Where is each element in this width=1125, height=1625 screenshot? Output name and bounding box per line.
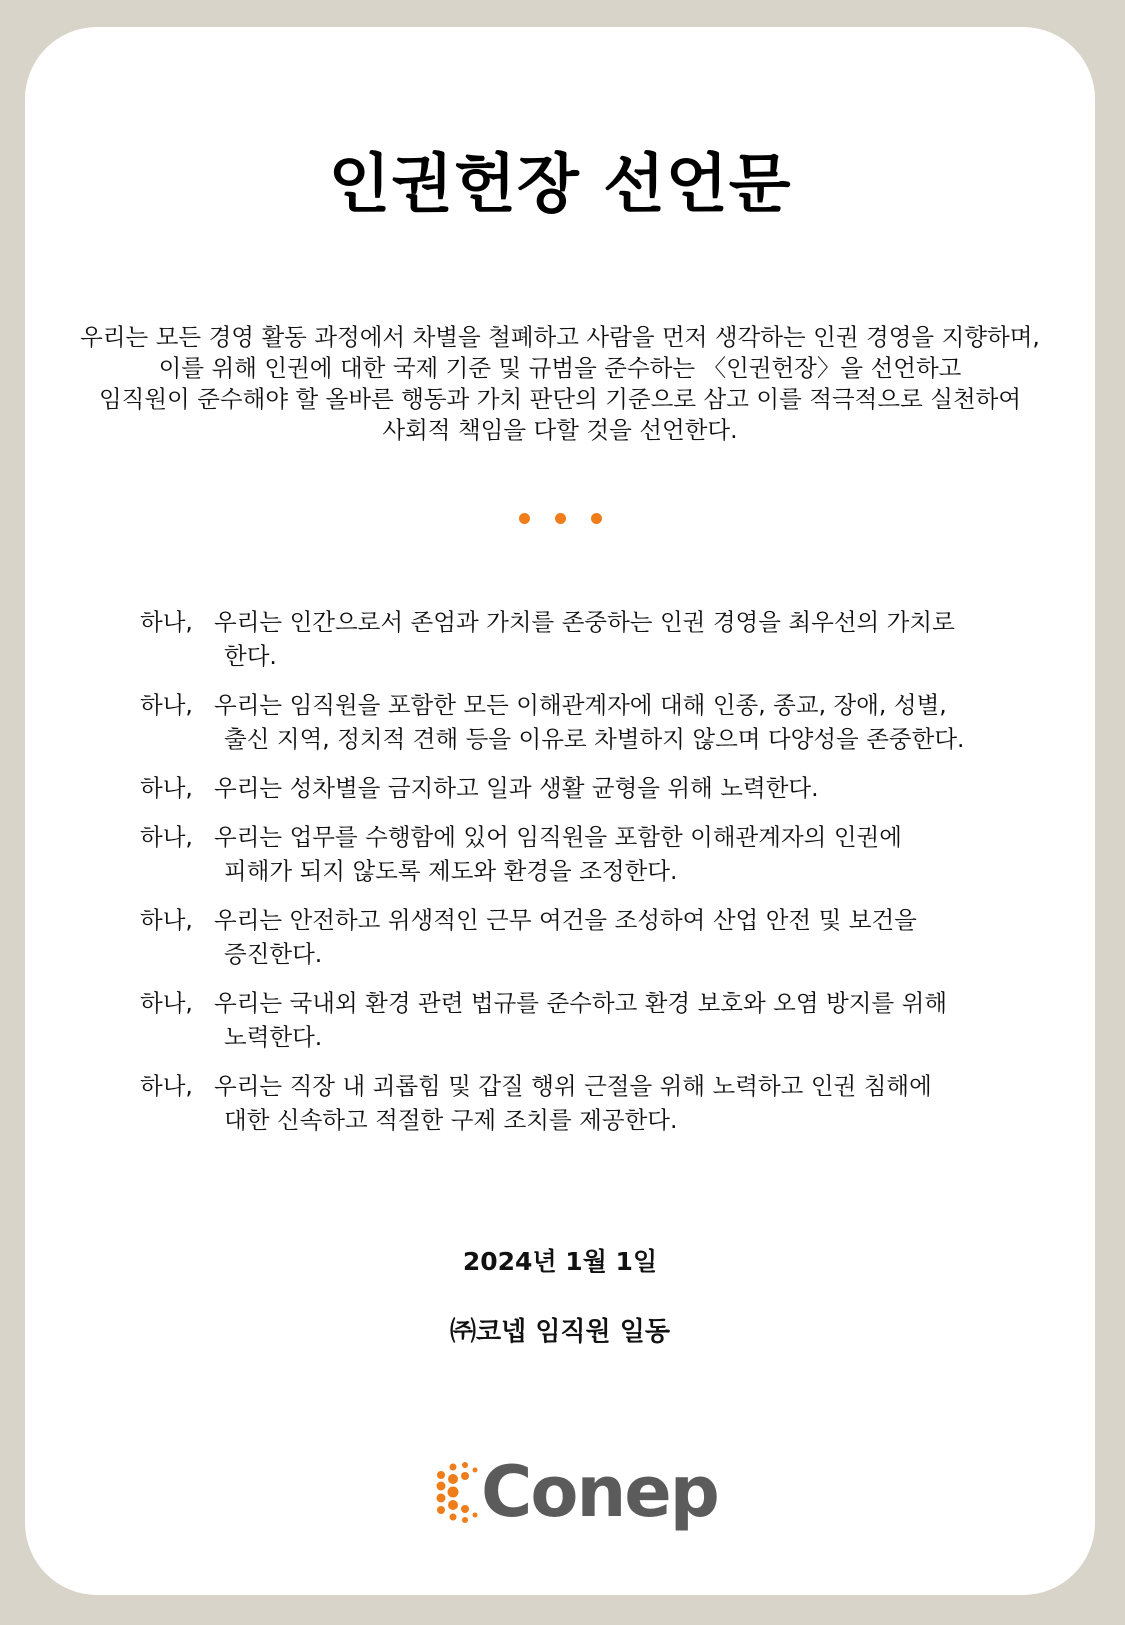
intro-line: 사회적 책임을 다할 것을 선언한다. [382,416,738,444]
pledge-line: 한다. [224,642,277,670]
pledge-item [140,1069,1020,1137]
company-signature: ㈜코넵 임직원 일동 [450,1317,670,1347]
conep-logo [435,1447,718,1537]
pledge-line: 우리는 임직원을 포함한 모든 이해관계자에 대해 인종, 종교, 장애, 성별, [214,691,947,719]
pledge-line: 피해가 되지 않도록 제도와 환경을 조정한다. [224,857,678,885]
pledge-line: 우리는 성차별을 금지하고 일과 생활 균형을 위해 노력한다. [214,774,819,802]
intro-line: 임직원이 준수해야 할 올바른 행동과 가치 판단의 기준으로 삼고 이를 적극적으로 실천하여 [98,385,1022,413]
pledge-item [140,605,1020,673]
pledge-item [140,903,1020,971]
intro-line: 우리는 모든 경영 활동 과정에서 차별을 철폐하고 사람을 먼저 생각하는 인권 경영을 지향하며, [80,323,1040,351]
page-title: 인권헌장 선언문 [328,148,792,222]
declaration-card [25,27,1095,1595]
pledge-prefix: 하나, [140,691,193,719]
pledge-item [140,820,1020,888]
pledge-line: 우리는 국내외 환경 관련 법규를 준수하고 환경 보호와 오염 방지를 위해 [214,989,948,1017]
pledge-line: 출신 지역, 정치적 견해 등을 이유로 차별하지 않으며 다양성을 존중한다. [224,725,965,753]
declaration-date: 2024년 1월 1일 [462,1247,658,1276]
pledge-list [140,605,1020,1152]
pledge-prefix: 하나, [140,1072,193,1100]
pledge-prefix: 하나, [140,906,193,934]
pledge-item [140,986,1020,1054]
pledge-prefix: 하나, [140,774,193,802]
pledge-line: 증진한다. [224,940,323,968]
section-divider-dots [25,513,1095,524]
divider-dot [591,513,602,524]
pledge-prefix: 하나, [140,989,193,1017]
pledge-prefix: 하나, [140,823,193,851]
pledge-line: 우리는 업무를 수행함에 있어 임직원을 포함한 이해관계자의 인권에 [214,823,902,851]
pledge-item [140,771,1020,805]
pledge-line: 대한 신속하고 적절한 구제 조치를 제공한다. [224,1106,678,1134]
divider-dot [519,513,530,524]
intro-line: 이를 위해 인권에 대한 국제 기준 및 규범을 준수하는 〈인권헌장〉을 선언하고 [158,354,962,382]
pledge-item [140,688,1020,756]
divider-dot [555,513,566,524]
logo-dots-icon [435,1461,479,1525]
logo-wordmark: Conep [481,1451,718,1533]
pledge-prefix: 하나, [140,608,193,636]
pledge-line: 노력한다. [224,1023,323,1051]
intro-paragraph [65,322,1055,446]
pledge-line: 우리는 안전하고 위생적인 근무 여건을 조성하여 산업 안전 및 보건을 [214,906,917,934]
pledge-line: 우리는 직장 내 괴롭힘 및 갑질 행위 근절을 위해 노력하고 인권 침해에 [214,1072,932,1100]
pledge-line: 우리는 인간으로서 존엄과 가치를 존중하는 인권 경영을 최우선의 가치로 [214,608,955,636]
